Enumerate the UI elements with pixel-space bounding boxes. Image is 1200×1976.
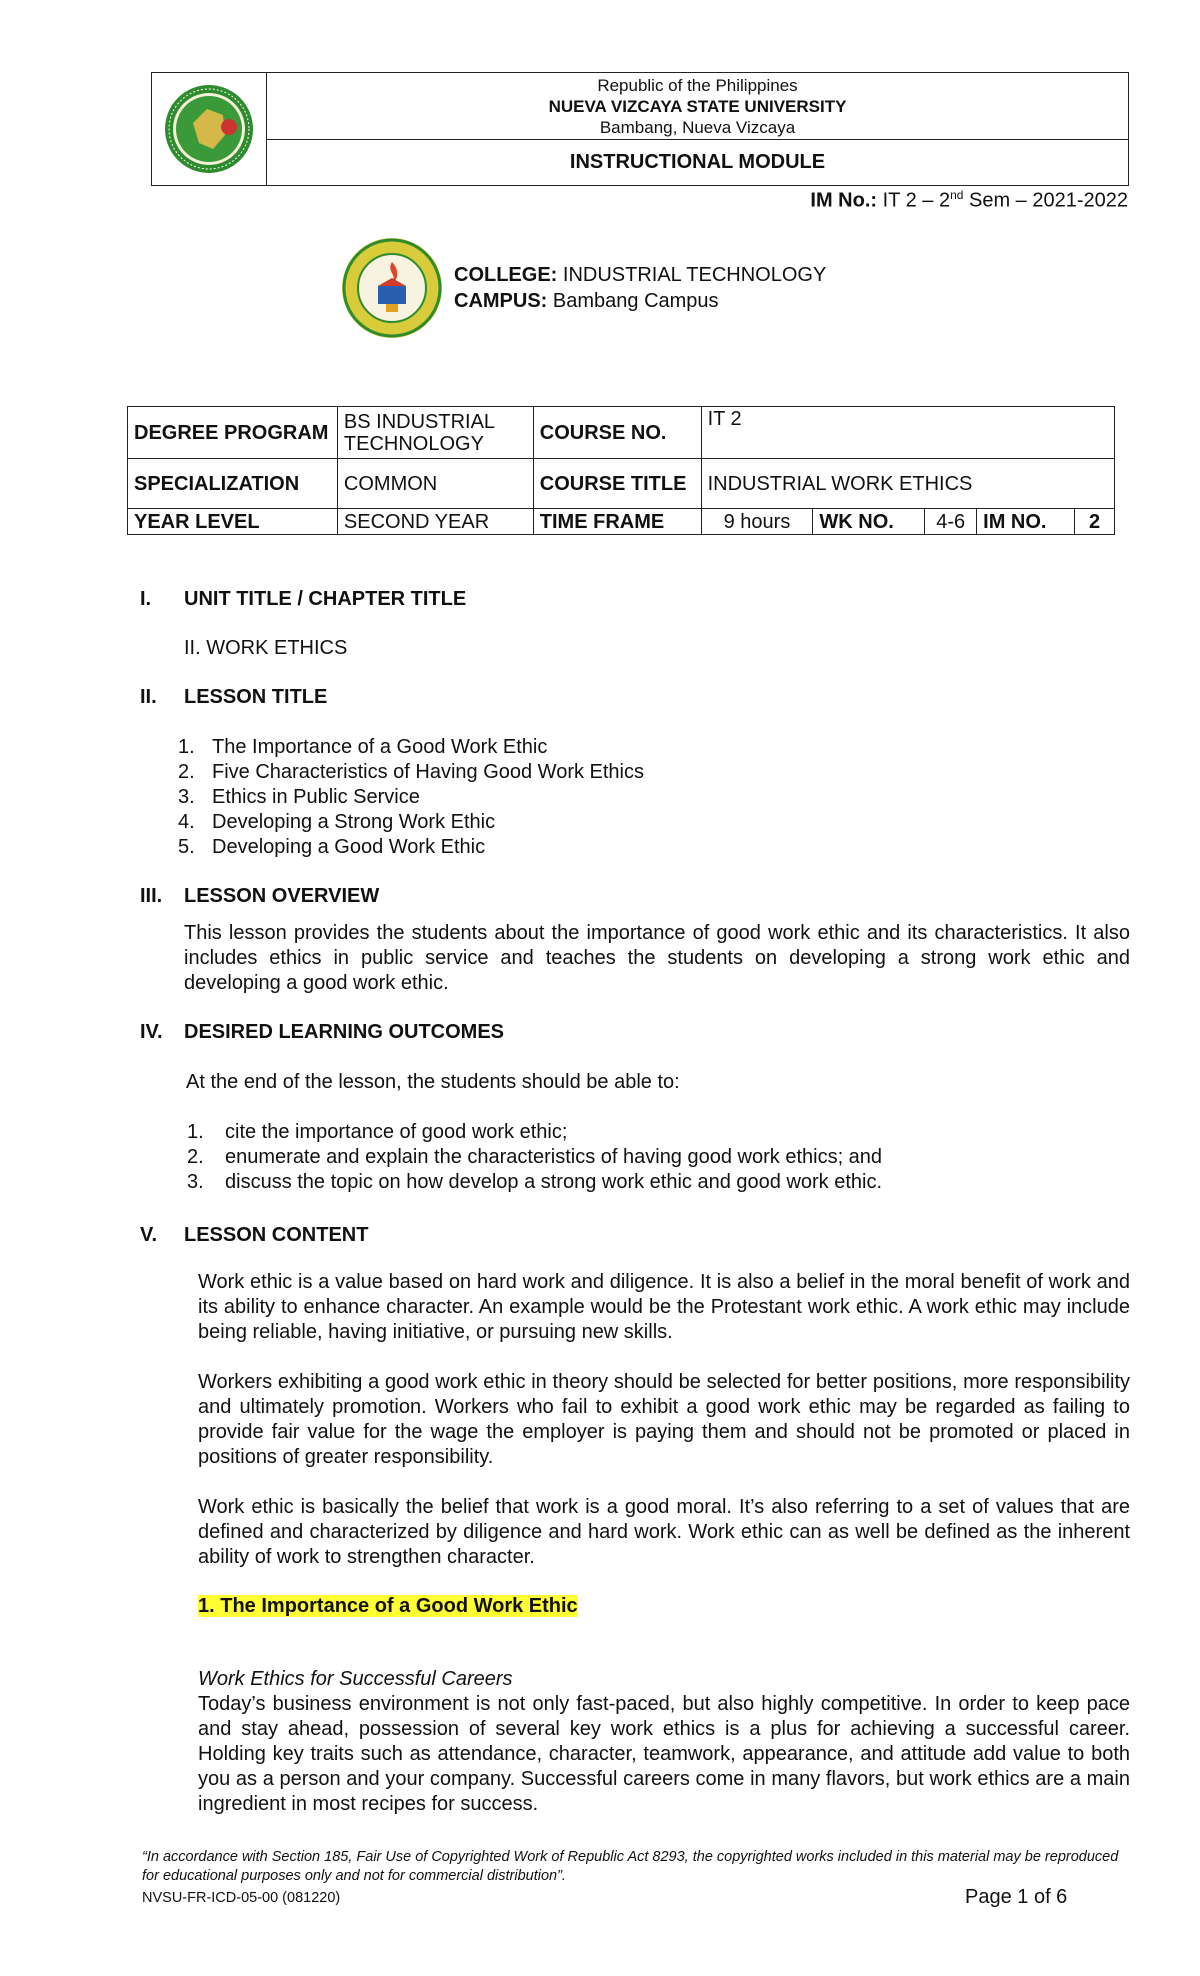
im-number (810, 188, 1128, 213)
section-title: DESIRED LEARNING OUTCOMES (184, 1021, 505, 1043)
campus-label: CAMPUS: (454, 290, 548, 312)
list-text: enumerate and explain the characteristics of having good work ethics; and (225, 1146, 883, 1168)
lesson-title-list (178, 735, 644, 860)
section-heading (140, 1021, 504, 1044)
course-title-value: INDUSTRIAL WORK ETHICS (701, 459, 1114, 509)
course-no-label: COURSE NO. (533, 407, 701, 459)
im-no-label: IM NO. (977, 509, 1075, 535)
list-item (178, 810, 644, 835)
list-item (187, 1120, 882, 1145)
section-title: LESSON CONTENT (184, 1224, 369, 1246)
college-logo (340, 236, 444, 345)
list-text: Five Characteristics of Having Good Work Ethics (212, 761, 645, 783)
page-number: Page 1 of 6 (965, 1886, 1068, 1908)
list-text: discuss the topic on how develop a strong work ethic and good work ethic. (225, 1171, 883, 1193)
table-row (128, 459, 1115, 509)
im-number-value-pre: IT 2 – 2 (877, 189, 951, 212)
section-title: UNIT TITLE / CHAPTER TITLE (184, 588, 467, 610)
list-item (178, 735, 644, 760)
list-text: cite the importance of good work ethic; (225, 1121, 568, 1143)
specialization-label: SPECIALIZATION (128, 459, 338, 509)
section-number: V. (140, 1224, 158, 1246)
im-number-value-sup: nd (950, 188, 964, 202)
list-item (187, 1145, 882, 1170)
italic-subheading: Work Ethics for Successful Careers (198, 1668, 513, 1690)
course-no-value: IT 2 (701, 407, 1114, 459)
degree-label: DEGREE PROGRAM (128, 407, 338, 459)
course-title-label: COURSE TITLE (533, 459, 701, 509)
list-number: 3. (187, 1171, 204, 1193)
year-level-label: YEAR LEVEL (128, 509, 338, 535)
im-number-label: IM No.: (810, 189, 878, 212)
section-heading (140, 885, 379, 908)
unit-title-text: II. WORK ETHICS (184, 637, 348, 659)
list-number: 4. (178, 811, 195, 833)
content-paragraph: Today’s business environment is not only fast-paced, but also highly competitive. In order to keep pace and stay ahead, possession of several key work ethics is a plus for achieving a successful career. Holding key traits such as attendance, character, teamwork, appearance, and attitude add value to both you as a person and your company. Successful careers come in many flavors, but work ethics are a main ingredient in most recipes for success. (198, 1693, 1130, 1815)
section-heading (140, 1224, 368, 1247)
time-frame-label: TIME FRAME (533, 509, 701, 535)
section-heading (140, 686, 327, 709)
table-row (128, 509, 1115, 535)
list-item (187, 1170, 882, 1195)
outcomes-list (187, 1120, 882, 1195)
college-seal-icon (340, 236, 444, 340)
subsection-heading (198, 1594, 578, 1619)
time-frame-value: 9 hours (701, 509, 813, 535)
content-paragraph: Workers exhibiting a good work ethic in theory should be selected for better positions, more responsibility and ultimately promotion. Workers who fail to exhibit a good work ethic may be regarded as failing to provide fair value for the wage the employer is paying them and should not be promoted or placed in positions of greater responsibility. (198, 1371, 1130, 1468)
im-number-value-post: Sem – 2021-2022 (963, 189, 1128, 212)
section-number: II. (140, 686, 157, 708)
section-heading (140, 588, 466, 611)
table-row (128, 407, 1115, 459)
list-number: 2. (187, 1146, 204, 1168)
campus-value: Bambang Campus (547, 290, 719, 312)
university-logo-cell (152, 73, 267, 185)
list-number: 1. (178, 736, 195, 758)
im-no-value: 2 (1075, 509, 1115, 535)
form-code: NVSU-FR-ICD-05-00 (081220) (142, 1890, 341, 1906)
degree-value: BS INDUSTRIAL TECHNOLOGY (337, 407, 533, 459)
list-number: 5. (178, 836, 195, 858)
list-item (178, 835, 644, 860)
copyright-note: “In accordance with Section 185, Fair Use of Copyrighted Work of Republic Act 8293, the copyrighted works included in this material may be reproduced for educational purposes only and not for commercial distribution”. (142, 1849, 1119, 1884)
content-paragraph: Work ethic is a value based on hard work and diligence. It is also a belief in the moral benefit of work and its ability to enhance character. An example would be the Protestant work ethic. A work ethic may include being reliable, having initiative, or pursuing new skills. (198, 1271, 1130, 1343)
module-type-title: INSTRUCTIONAL MODULE (569, 151, 826, 173)
year-level-value: SECOND YEAR (337, 509, 533, 535)
course-details-table (127, 406, 1115, 535)
university-name: NUEVA VIZCAYA STATE UNIVERSITY (548, 96, 847, 116)
republic-text: Republic of the Philippines (597, 75, 798, 95)
overview-paragraph: This lesson provides the students about the importance of good work ethic and its characteristics. It also includes ethics in public service and teaches the students on developing a strong work ethic and developing a good work ethic. (184, 922, 1130, 994)
highlighted-subheading: 1. The Importance of a Good Work Ethic (198, 1595, 578, 1617)
section-title: LESSON OVERVIEW (184, 885, 380, 907)
section-title: LESSON TITLE (184, 686, 328, 708)
specialization-value: COMMON (337, 459, 533, 509)
list-item (178, 785, 644, 810)
nvsu-seal-icon (163, 83, 255, 175)
list-number: 2. (178, 761, 195, 783)
college-info (454, 262, 826, 314)
university-location: Bambang, Nueva Vizcaya (599, 117, 796, 137)
wk-no-value: 4-6 (925, 509, 977, 535)
list-text: Developing a Strong Work Ethic (212, 811, 496, 833)
list-number: 3. (178, 786, 195, 808)
list-text: Developing a Good Work Ethic (212, 836, 486, 858)
module-header (151, 72, 1129, 186)
list-item (178, 760, 644, 785)
content-paragraph: Work ethic is basically the belief that work is a good moral. It’s also referring to a set of values that are defined and characterized by diligence and hard work. Work ethic can as well be defined as the inherent ability of work to strengthen character. (198, 1496, 1130, 1568)
college-label: COLLEGE: (454, 264, 558, 286)
list-number: 1. (187, 1121, 204, 1143)
outcomes-intro: At the end of the lesson, the students should be able to: (186, 1071, 680, 1093)
wk-no-label: WK NO. (813, 509, 925, 535)
list-text: Ethics in Public Service (212, 786, 420, 808)
list-text: The Importance of a Good Work Ethic (212, 736, 548, 758)
section-number: IV. (140, 1021, 163, 1043)
college-value: INDUSTRIAL TECHNOLOGY (557, 264, 827, 286)
section-number: III. (140, 885, 163, 907)
section-number: I. (140, 588, 152, 610)
